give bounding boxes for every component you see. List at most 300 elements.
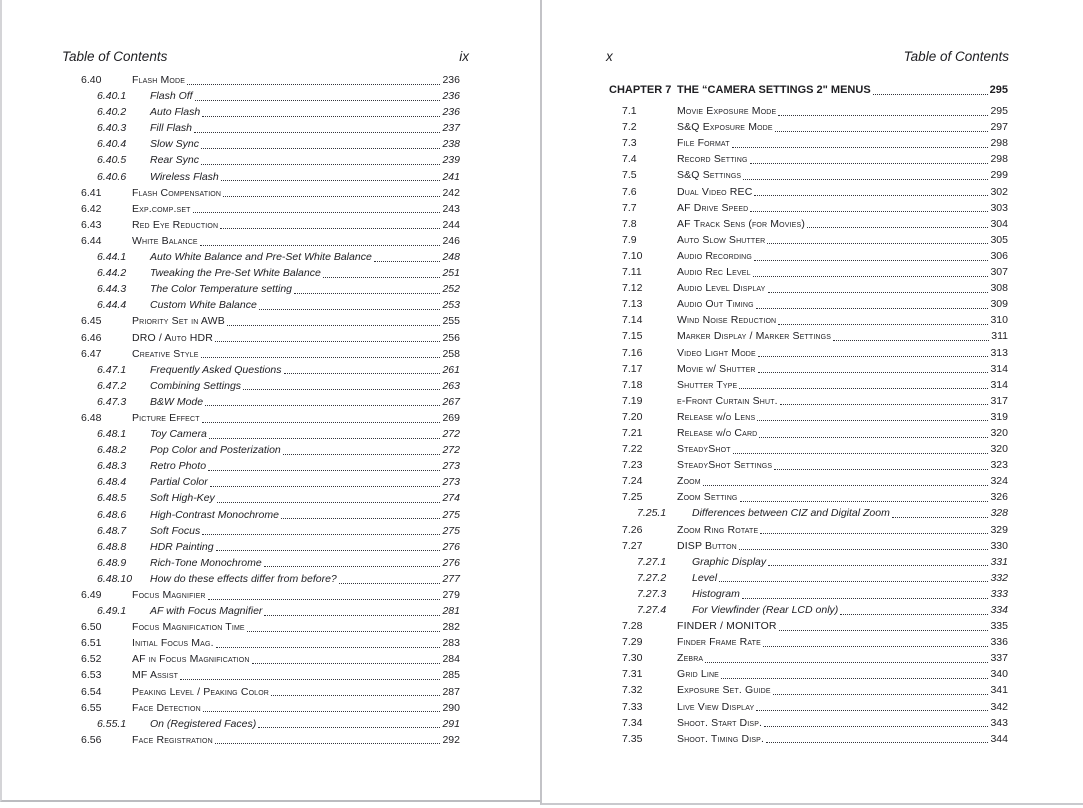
dot-leader — [750, 151, 989, 164]
toc-entry-page: 276 — [442, 540, 460, 553]
toc-entry-page: 320 — [990, 426, 1008, 439]
dot-leader — [758, 361, 989, 374]
toc-entry-number: 6.51 — [81, 637, 102, 650]
toc-entry-number: 6.48.5 — [97, 492, 127, 505]
header-page-number: x — [606, 49, 613, 64]
toc-entry-title: AF with Focus Magnifier — [150, 605, 263, 618]
dot-leader — [180, 667, 440, 680]
dot-leader — [750, 200, 988, 213]
toc-entry-number: 6.56 — [81, 733, 102, 746]
toc-list-right — [609, 82, 1008, 747]
toc-entry[interactable] — [609, 248, 1008, 264]
toc-entry-number: 7.9 — [622, 233, 637, 246]
toc-entry-page: 285 — [442, 669, 460, 682]
toc-entry[interactable] — [609, 361, 1008, 377]
toc-entry-number: 6.52 — [81, 653, 102, 666]
dot-leader — [732, 135, 989, 148]
dot-leader — [223, 185, 440, 198]
toc-entry-title: Frequently Asked Questions — [150, 363, 282, 376]
toc-entry-number: 6.54 — [81, 685, 102, 698]
toc-entry-number: 6.40.4 — [97, 138, 127, 151]
toc-entry-number: 6.40.2 — [97, 106, 127, 119]
toc-entry-page: 277 — [442, 572, 460, 585]
dot-leader — [705, 650, 988, 663]
toc-entry-page: 252 — [442, 283, 460, 296]
toc-entry[interactable] — [81, 88, 460, 104]
toc-entry-number: 6.50 — [81, 621, 102, 634]
toc-entry-page: 298 — [990, 137, 1008, 150]
dot-leader — [758, 345, 989, 358]
toc-entry[interactable] — [81, 152, 460, 168]
toc-entry-number: 6.40.1 — [97, 90, 127, 103]
toc-entry-title: S&Q Settings — [677, 169, 742, 182]
dot-leader — [766, 731, 988, 744]
toc-entry-title: Movie Exposure Mode — [677, 105, 777, 118]
toc-entry-page: 269 — [442, 411, 460, 424]
dot-leader — [202, 410, 441, 423]
toc-entry[interactable] — [609, 393, 1008, 409]
toc-entry[interactable] — [81, 523, 460, 539]
toc-entry[interactable] — [81, 217, 460, 233]
toc-entry-number: 7.26 — [622, 523, 643, 536]
toc-entry[interactable] — [609, 650, 1008, 666]
toc-entry-number: 6.48.7 — [97, 524, 127, 537]
toc-entry[interactable] — [609, 731, 1008, 747]
toc-entry-page: 304 — [990, 217, 1008, 230]
toc-entry-page: 243 — [442, 202, 460, 215]
toc-entry[interactable] — [81, 700, 460, 716]
dot-leader — [767, 232, 988, 245]
dot-leader — [740, 489, 989, 502]
toc-entry-page: 310 — [990, 314, 1008, 327]
dot-leader — [774, 457, 988, 470]
dot-leader — [221, 169, 441, 182]
toc-entry[interactable] — [609, 409, 1008, 425]
toc-entry-number: 6.44 — [81, 234, 102, 247]
toc-entry-page: 263 — [442, 379, 460, 392]
toc-entry[interactable] — [609, 82, 1008, 98]
toc-entry-title: Audio Recording — [677, 249, 752, 262]
dot-leader — [252, 651, 441, 664]
toc-entry-page: 236 — [442, 74, 460, 86]
toc-entry[interactable] — [609, 666, 1008, 682]
toc-entry[interactable] — [81, 587, 460, 603]
toc-entry-page: 253 — [442, 299, 460, 312]
dot-leader — [200, 233, 441, 246]
toc-entry-number: 7.35 — [622, 732, 643, 745]
dot-leader — [201, 152, 440, 165]
toc-entry[interactable] — [609, 554, 1008, 570]
toc-entry[interactable] — [609, 715, 1008, 731]
toc-entry[interactable] — [609, 489, 1008, 505]
toc-entry-number: 6.48.3 — [97, 460, 127, 473]
toc-entry-title: Focus Magnifier — [132, 589, 206, 601]
toc-entry-number: 7.11 — [622, 266, 642, 279]
toc-entry[interactable] — [81, 507, 460, 523]
toc-entry-page: 256 — [442, 331, 460, 344]
toc-entry-page: 329 — [990, 523, 1008, 536]
dot-leader — [807, 216, 989, 229]
toc-entry-page: 295 — [989, 84, 1008, 96]
dot-leader — [892, 505, 989, 518]
toc-entry[interactable] — [609, 151, 1008, 167]
toc-entry[interactable] — [609, 377, 1008, 393]
toc-entry-page: 238 — [442, 138, 460, 151]
toc-entry[interactable] — [81, 684, 460, 700]
toc-entry-number: 7.14 — [622, 314, 643, 327]
toc-entry-number: 7.27.1 — [637, 555, 667, 568]
dot-leader — [779, 618, 989, 631]
toc-entry-title: For Viewfinder (Rear LCD only) — [692, 604, 839, 616]
toc-entry[interactable] — [609, 345, 1008, 361]
toc-entry-title: Retro Photo — [150, 460, 207, 473]
dot-leader — [743, 167, 988, 180]
toc-entry-page: 244 — [442, 218, 460, 231]
toc-entry-number: 7.8 — [622, 217, 637, 230]
toc-entry-page: 303 — [990, 201, 1008, 214]
toc-entry[interactable] — [609, 538, 1008, 554]
toc-entry-page: 287 — [442, 685, 460, 698]
dot-leader — [742, 586, 989, 599]
toc-entry-page: 340 — [990, 668, 1008, 681]
toc-entry-number: 6.44.1 — [97, 251, 127, 264]
dot-leader — [773, 682, 989, 695]
toc-entry-title: Auto White Balance and Pre-Set White Balance — [150, 251, 372, 264]
toc-entry[interactable] — [609, 473, 1008, 489]
toc-entry-number: 7.13 — [622, 298, 643, 311]
toc-entry-page: 342 — [990, 700, 1008, 713]
dot-leader — [754, 248, 988, 261]
toc-entry[interactable] — [609, 505, 1008, 521]
toc-entry-title: Pop Color and Posterization — [150, 444, 281, 457]
toc-entry-page: 236 — [442, 106, 460, 119]
toc-entry[interactable] — [81, 716, 460, 732]
toc-entry-number: CHAPTER 7 — [609, 84, 672, 96]
toc-entry-title: HDR Painting — [150, 540, 214, 553]
toc-entry-page: 333 — [990, 587, 1008, 600]
toc-entry-page: 273 — [442, 460, 460, 473]
toc-entry[interactable] — [81, 667, 460, 683]
toc-entry-title: Dual Video REC — [677, 185, 753, 198]
toc-entry-number: 7.2 — [622, 121, 637, 134]
toc-entry-page: 251 — [442, 267, 460, 280]
toc-entry-number: 6.46 — [81, 331, 102, 344]
toc-entry[interactable] — [609, 264, 1008, 280]
dot-leader — [753, 264, 989, 277]
toc-entry-page: 236 — [442, 90, 460, 103]
toc-entry-page: 331 — [990, 555, 1008, 568]
dot-leader — [208, 458, 440, 471]
toc-entry-number: 7.22 — [622, 443, 643, 456]
dot-leader — [283, 442, 441, 455]
dot-leader — [203, 700, 441, 713]
dot-leader — [220, 217, 440, 230]
toc-entry-number: 7.23 — [622, 459, 643, 472]
toc-entry-number: 6.42 — [81, 202, 102, 215]
toc-entry-title: On (Registered Faces) — [150, 717, 257, 730]
toc-entry-number: 6.48.10 — [97, 572, 133, 585]
toc-entry-title: Rear Sync — [150, 154, 200, 167]
toc-entry-number: 6.48.4 — [97, 476, 127, 489]
toc-entry-number: 6.47 — [81, 347, 102, 360]
toc-entry[interactable] — [609, 618, 1008, 634]
toc-entry-page: 241 — [442, 170, 460, 183]
toc-entry[interactable] — [609, 312, 1008, 328]
dot-leader — [775, 119, 989, 132]
toc-entry-number: 6.48.2 — [97, 444, 127, 457]
toc-entry-title: Marker Display / Marker Settings — [677, 330, 832, 343]
toc-entry-page: 255 — [442, 315, 460, 328]
toc-entry[interactable] — [81, 651, 460, 667]
toc-entry-page: 326 — [990, 491, 1008, 504]
toc-entry-number: 7.12 — [622, 282, 643, 295]
toc-entry[interactable] — [81, 474, 460, 490]
toc-entry[interactable] — [81, 201, 460, 217]
toc-entry[interactable] — [81, 72, 460, 88]
toc-entry-number: 7.31 — [622, 668, 643, 681]
dot-leader — [719, 570, 988, 583]
toc-entry[interactable] — [81, 233, 460, 249]
toc-entry-page: 307 — [990, 266, 1008, 279]
toc-entry[interactable] — [609, 328, 1008, 344]
toc-entry[interactable] — [609, 522, 1008, 538]
toc-entry-title: Audio Rec Level — [677, 266, 751, 279]
toc-entry-title: Movie w/ Shutter — [677, 362, 756, 375]
toc-entry-page: 283 — [442, 637, 460, 650]
toc-entry-number: 7.25.1 — [637, 507, 667, 520]
toc-entry-page: 344 — [990, 732, 1008, 745]
toc-entry-number: 6.48.1 — [97, 428, 127, 441]
toc-entry[interactable] — [81, 281, 460, 297]
toc-entry-number: 7.4 — [622, 153, 637, 166]
toc-entry-page: 239 — [442, 154, 460, 167]
toc-entry-title: Face Registration — [132, 733, 213, 746]
dot-leader — [840, 602, 988, 615]
dot-leader — [194, 120, 440, 133]
toc-entry-page: 246 — [442, 234, 460, 247]
toc-entry[interactable] — [81, 104, 460, 120]
toc-entry-title: MF Assist — [132, 669, 179, 682]
dot-leader — [271, 684, 440, 697]
toc-entry-number: 7.27.2 — [637, 571, 667, 584]
toc-entry-number: 6.40 — [81, 74, 102, 86]
toc-entry-page: 281 — [442, 605, 460, 618]
toc-entry[interactable] — [81, 330, 460, 346]
dot-leader — [764, 715, 988, 728]
dot-leader — [759, 425, 988, 438]
toc-list-left — [81, 72, 460, 748]
toc-entry-number: 7.27.4 — [637, 604, 667, 616]
toc-entry-title: Zoom Setting — [677, 491, 738, 504]
toc-entry-title: How do these effects differ from before? — [150, 572, 337, 585]
dot-leader — [215, 732, 441, 745]
toc-entry[interactable] — [609, 232, 1008, 248]
toc-entry[interactable] — [609, 119, 1008, 135]
toc-entry-page: 298 — [990, 153, 1008, 166]
toc-entry[interactable] — [81, 555, 460, 571]
dot-leader — [323, 265, 441, 278]
toc-entry-page: 295 — [990, 105, 1008, 118]
toc-entry-title: Partial Color — [150, 476, 208, 489]
toc-entry-title: e-Front Curtain Shut. — [677, 394, 778, 407]
toc-entry-page: 274 — [442, 492, 460, 505]
dot-leader — [768, 554, 988, 567]
toc-entry-number: 7.1 — [622, 105, 637, 118]
toc-entry-number: 7.34 — [622, 716, 643, 729]
toc-entry[interactable] — [81, 426, 460, 442]
toc-entry-page: 308 — [990, 282, 1008, 295]
toc-entry-number: 7.28 — [622, 620, 643, 633]
toc-entry-number: 6.48.9 — [97, 556, 127, 569]
dot-leader — [259, 297, 441, 310]
toc-entry[interactable] — [609, 200, 1008, 216]
toc-entry[interactable] — [609, 602, 1008, 618]
toc-entry[interactable] — [609, 216, 1008, 232]
toc-entry[interactable] — [81, 571, 460, 587]
toc-entry[interactable] — [609, 586, 1008, 602]
toc-entry[interactable] — [609, 634, 1008, 650]
toc-entry-title: Fill Flash — [150, 122, 193, 135]
toc-entry[interactable] — [81, 185, 460, 201]
toc-entry-number: 6.44.3 — [97, 283, 127, 296]
toc-entry-title: White Balance — [132, 234, 198, 247]
dot-leader — [227, 313, 441, 326]
toc-entry[interactable] — [609, 699, 1008, 715]
toc-entry[interactable] — [609, 280, 1008, 296]
header-title: Table of Contents — [903, 49, 1009, 64]
toc-entry-number: 7.25 — [622, 491, 643, 504]
dot-leader — [760, 522, 988, 535]
toc-entry-number: 6.55.1 — [97, 717, 127, 730]
toc-entry-number: 7.18 — [622, 378, 643, 391]
toc-entry-title: Differences between CIZ and Digital Zoom — [692, 507, 890, 520]
toc-entry[interactable] — [81, 394, 460, 410]
toc-entry[interactable] — [609, 682, 1008, 698]
toc-entry-page: 282 — [442, 621, 460, 634]
toc-entry[interactable] — [81, 603, 460, 619]
toc-entry-title: Flash Compensation — [132, 186, 222, 199]
toc-entry[interactable] — [81, 378, 460, 394]
dot-leader — [215, 330, 441, 343]
toc-entry-title: Shoot. Start Disp. — [677, 716, 763, 729]
dot-leader — [201, 346, 441, 359]
toc-entry-page: 313 — [990, 346, 1008, 359]
dot-leader — [374, 249, 441, 262]
toc-entry-number: 6.44.2 — [97, 267, 127, 280]
dot-leader — [756, 296, 989, 309]
toc-entry[interactable] — [609, 457, 1008, 473]
toc-entry-number: 6.47.2 — [97, 379, 127, 392]
toc-entry[interactable] — [81, 313, 460, 329]
toc-page-right — [540, 0, 1083, 805]
toc-entry-page: 242 — [442, 186, 460, 199]
toc-entry[interactable] — [609, 103, 1008, 119]
toc-entry-title: Shoot. Timing Disp. — [677, 732, 765, 745]
toc-entry[interactable] — [81, 120, 460, 136]
toc-entry-title: SteadyShot — [677, 443, 731, 456]
dot-leader — [205, 394, 440, 407]
toc-entry[interactable] — [81, 297, 460, 313]
toc-entry-title: Tweaking the Pre-Set White Balance — [150, 267, 321, 280]
toc-entry-page: 309 — [990, 298, 1008, 311]
dot-leader — [281, 507, 441, 520]
dot-leader — [216, 539, 441, 552]
dot-leader — [193, 201, 441, 214]
toc-entry-title: Zoom — [677, 475, 701, 488]
toc-entry-page: 292 — [442, 733, 460, 746]
toc-entry[interactable] — [609, 167, 1008, 183]
dot-leader — [703, 473, 989, 486]
toc-entry-page: 272 — [442, 428, 460, 441]
toc-entry-number: 6.48.6 — [97, 508, 127, 521]
toc-entry[interactable] — [81, 619, 460, 635]
toc-entry[interactable] — [609, 135, 1008, 151]
toc-entry-number: 6.41 — [81, 186, 102, 199]
toc-entry-title: Audio Level Display — [677, 282, 766, 295]
toc-entry-title: Release w/o Lens — [677, 410, 756, 423]
dot-leader — [216, 635, 441, 648]
toc-entry[interactable] — [81, 442, 460, 458]
toc-entry[interactable] — [81, 410, 460, 426]
toc-entry-number: 6.48 — [81, 411, 102, 424]
toc-entry-page: 272 — [442, 444, 460, 457]
toc-entry[interactable] — [81, 169, 460, 185]
toc-entry[interactable] — [81, 458, 460, 474]
toc-entry[interactable] — [609, 296, 1008, 312]
toc-entry[interactable] — [81, 249, 460, 265]
toc-entry[interactable] — [81, 635, 460, 651]
toc-entry[interactable] — [609, 425, 1008, 441]
toc-entry[interactable] — [81, 539, 460, 555]
toc-entry-title: Video Light Mode — [677, 346, 756, 359]
toc-entry-title: Shutter Type — [677, 378, 738, 391]
toc-entry-number: 7.29 — [622, 636, 643, 649]
toc-entry-title: Zebra — [677, 652, 704, 665]
toc-entry[interactable] — [81, 346, 460, 362]
toc-entry-title: DISP Button — [677, 539, 737, 552]
toc-entry[interactable] — [609, 570, 1008, 586]
toc-entry[interactable] — [81, 265, 460, 281]
toc-entry-title: Record Setting — [677, 153, 748, 166]
toc-entry[interactable] — [81, 362, 460, 378]
toc-entry-title: Picture Effect — [132, 411, 200, 424]
toc-entry[interactable] — [609, 184, 1008, 200]
toc-entry-title: Wind Noise Reduction — [677, 314, 777, 327]
toc-entry-title: Audio Out Timing — [677, 298, 754, 311]
toc-entry-title: AF Track Sens (for Movies) — [677, 217, 805, 230]
toc-entry-title: Custom White Balance — [150, 299, 257, 312]
toc-entry-page: 334 — [990, 604, 1008, 616]
dot-leader — [187, 72, 440, 85]
toc-entry-title: Rich-Tone Monochrome — [150, 556, 262, 569]
toc-entry-title: Combining Settings — [150, 379, 242, 392]
toc-entry-number: 7.19 — [622, 394, 643, 407]
dot-leader — [201, 136, 440, 149]
toc-entry[interactable] — [81, 136, 460, 152]
toc-entry[interactable] — [81, 732, 460, 748]
toc-entry-page: 314 — [990, 378, 1008, 391]
toc-entry-title: SteadyShot Settings — [677, 459, 773, 472]
toc-entry-number: 7.32 — [622, 684, 643, 697]
toc-entry[interactable] — [609, 441, 1008, 457]
toc-entry-title: Peaking Level / Peaking Color — [132, 685, 270, 698]
toc-entry-page: 311 — [991, 330, 1008, 343]
toc-entry-number: 6.40.3 — [97, 122, 127, 135]
toc-entry-title: Exposure Set. Guide — [677, 684, 771, 697]
toc-entry[interactable] — [81, 490, 460, 506]
toc-entry-title: Focus Magnification Time — [132, 621, 245, 634]
toc-entry-title: File Format — [677, 137, 730, 150]
